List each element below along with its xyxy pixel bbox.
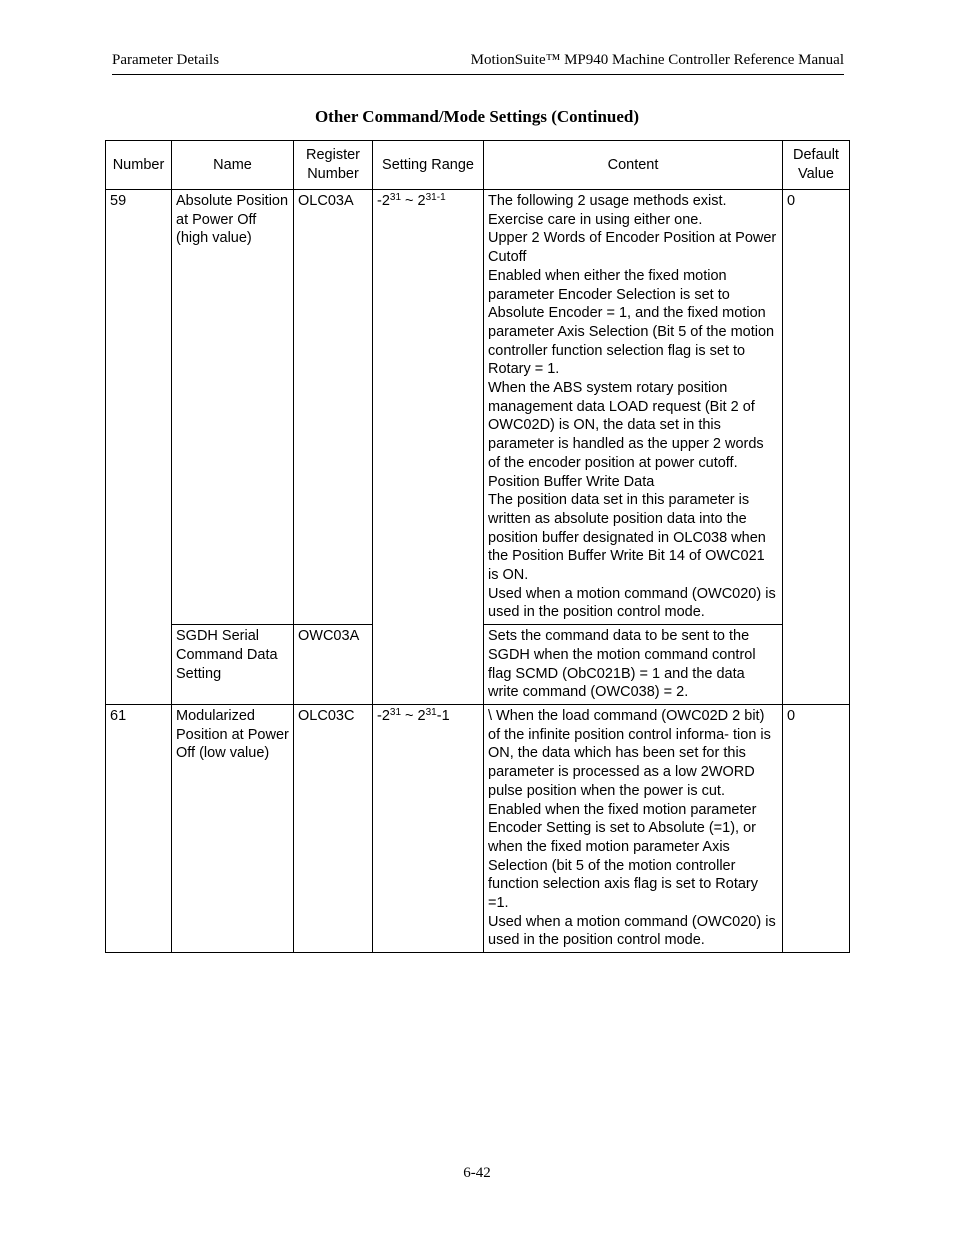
cell-content [484, 190, 783, 625]
range-exponent-2: 31 [425, 706, 437, 718]
section-name: Parameter Details [112, 52, 220, 68]
content-paragraph: Used when a motion command (OWC020) is used in the position control mode. [488, 585, 776, 621]
content-paragraph: Exercise care in using either one. [488, 211, 703, 228]
manual-title: MotionSuite™ MP940 Machine Controller Reference Manual [470, 52, 844, 68]
header-setting-range: Setting Range [373, 141, 484, 190]
header-name: Name [172, 141, 294, 190]
range-exponent-1: 31 [389, 192, 402, 203]
cell-number: 61 [106, 704, 172, 952]
content-paragraph: Used when a motion command (OWC020) is used in the position control mode. [488, 913, 776, 949]
cell-setting-range [373, 704, 484, 952]
page-number: 6-42 [463, 1165, 491, 1181]
content-paragraph: Enabled when the fixed motion parameter Encoder Setting is set to Absolute (=1), or when the fixed motion parameter Axis Selection (bit 5 of the motion controller function selection axis flag is set to Rotary =1. [488, 801, 758, 912]
cell-default-value: 0 [783, 704, 850, 952]
content-paragraph: Upper 2 Words of Encoder Position at Power Cutoff [488, 230, 777, 266]
range-middle: ~ 2 [401, 193, 426, 209]
content-paragraph: Enabled when either the fixed motion parameter Encoder Selection is set to Absolute Encoder = 1, and the fixed motion parameter Axis Selection (Bit 5 of the motion controller function selection flag is set to Rotary = 1. [488, 267, 775, 378]
cell-register: OWC03A [294, 625, 373, 705]
cell-name: Absolute Position at Power Off (high value) [172, 190, 294, 625]
range-exponent-1: 31 [389, 706, 402, 718]
header-content: Content [484, 141, 783, 190]
page-header [112, 52, 844, 75]
header-register-line2: Number [307, 166, 359, 182]
cell-register: OLC03A [294, 190, 373, 625]
parameter-table [105, 140, 850, 953]
range-middle: ~ 2 [401, 707, 426, 724]
content-paragraph: The following 2 usage methods exist. [488, 193, 727, 209]
range-exponent-2: 31-1 [425, 192, 446, 203]
content-paragraph: The position data set in this parameter is written as absolute position data into the position buffer designated in OLC038 when the Position Buffer Write Bit 14 of OWC021 is ON. [488, 492, 766, 584]
header-number: Number [106, 141, 172, 190]
cell-content [484, 704, 783, 952]
cell-name: SGDH Serial Command Data Setting [172, 625, 294, 705]
header-default-line1: Default [793, 147, 839, 164]
table-header-row [106, 141, 850, 190]
cell-number: 59 [106, 190, 172, 705]
range-suffix: -1 [436, 707, 450, 724]
range-prefix: -2 [377, 193, 390, 209]
cell-content: Sets the command data to be sent to the SGDH when the motion command control flag SCMD (ObC021B) = 1 and the data write command (OWC038) = 2. [484, 625, 783, 705]
content-paragraph: Position Buffer Write Data [488, 473, 655, 490]
content-paragraph: When the ABS system rotary position management data LOAD request (Bit 2 of OWC02D) is ON, the data set in this parameter is handled as the upper 2 words of the encoder position at power cutoff. [488, 380, 764, 471]
header-register-number [294, 141, 373, 190]
cell-register: OLC03C [294, 704, 373, 952]
header-register-line1: Register [306, 147, 360, 164]
cell-default-value: 0 [783, 190, 850, 705]
range-prefix: -2 [377, 707, 390, 724]
table-row [106, 704, 850, 952]
table-title: Other Command/Mode Settings (Continued) [314, 107, 640, 126]
content-paragraph: \ When the load command (OWC02D 2 bit) of the infinite position control informa- tion is ON, the data which has been set for this parameter is processed as a low 2WORD pulse position when the power is cut. [488, 707, 771, 799]
header-default-line2: Value [797, 166, 834, 182]
cell-name: Modularized Position at Power Off (low value) [172, 704, 294, 952]
header-default-value [783, 141, 850, 190]
cell-setting-range [373, 190, 484, 705]
table-row [106, 190, 850, 625]
